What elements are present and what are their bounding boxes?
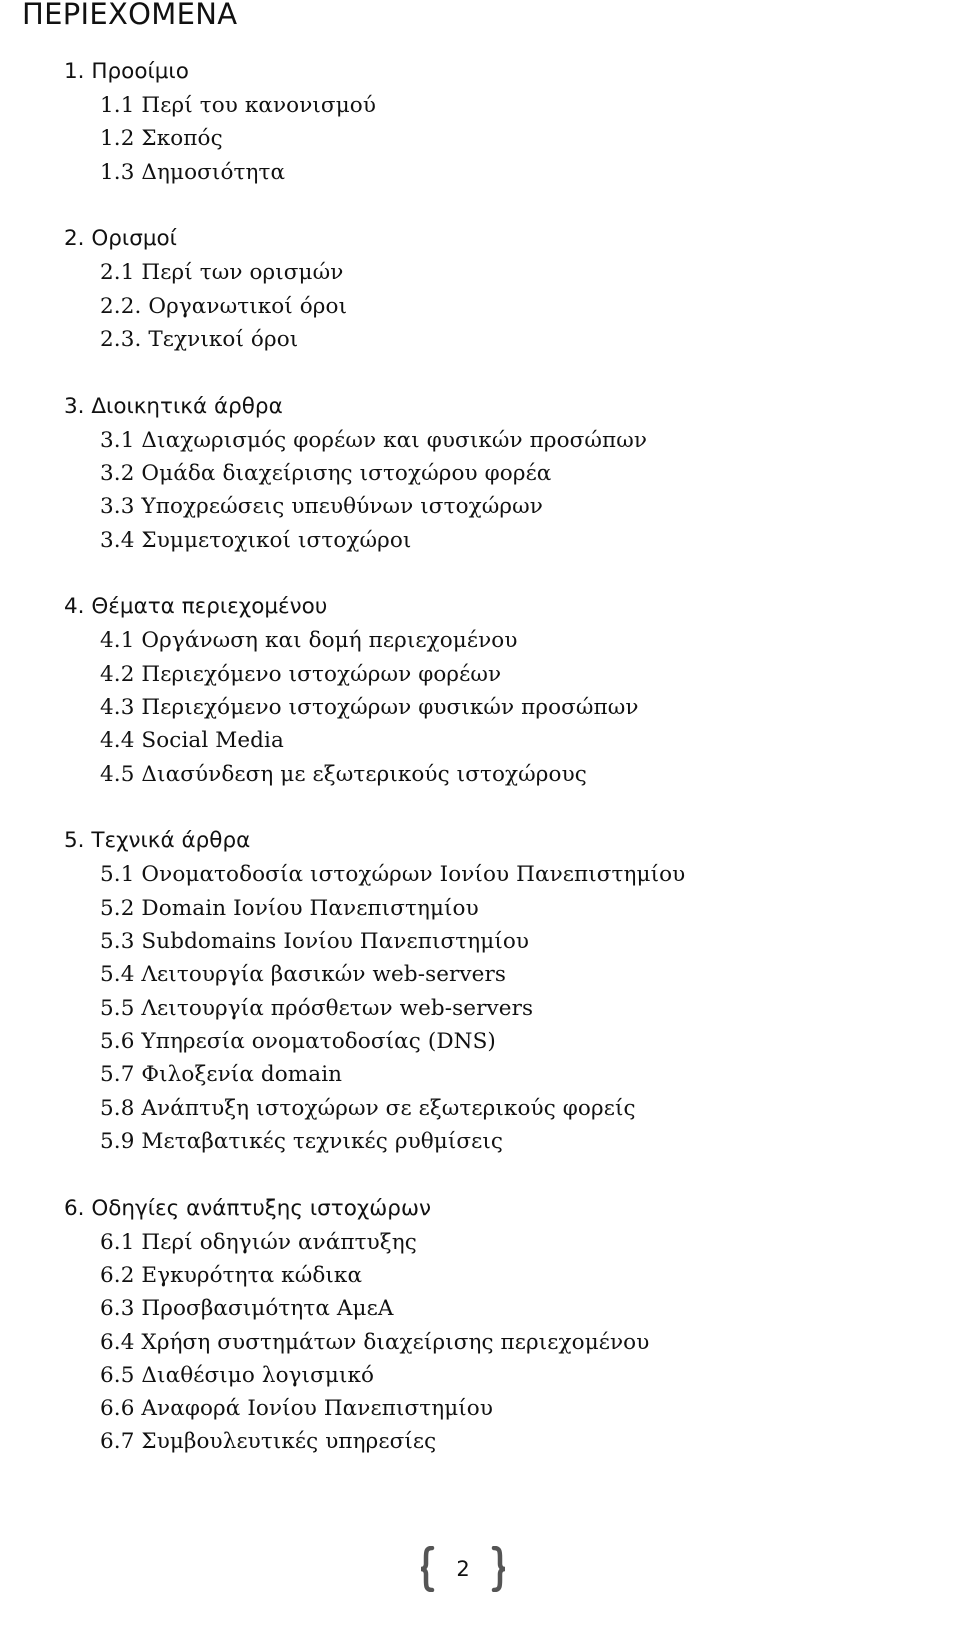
section-heading: 1. Προοίμιο — [64, 59, 189, 84]
toc-section — [64, 824, 944, 1158]
toc-entry: 3.2 Ομάδα διαχείρισης ιστοχώρου φορέα — [100, 461, 552, 487]
toc-entry: 6.2 Εγκυρότητα κώδικα — [100, 1262, 363, 1288]
toc-entry: 1.3 Δημοσιότητα — [100, 159, 286, 185]
toc-entry: 4.5 Διασύνδεση με εξωτερικούς ιστοχώρους — [100, 761, 587, 787]
toc-section — [64, 55, 944, 189]
toc-entry: 5.5 Λειτουργία πρόσθετων web-servers — [100, 995, 534, 1021]
toc-entry: 3.1 Διαχωρισμός φορέων και φυσικών προσώπων — [100, 427, 648, 453]
section-heading: 4. Θέματα περιεχομένου — [64, 594, 328, 620]
toc-entry: 1.2 Σκοπός — [100, 126, 223, 152]
section-heading: 5. Τεχνικά άρθρα — [64, 828, 251, 854]
toc-entry: 6.4 Χρήση συστημάτων διαχείρισης περιεχομένου — [100, 1329, 650, 1355]
toc-section — [64, 222, 944, 356]
section-items — [64, 89, 944, 189]
toc-entry: 2.2. Οργανωτικοί όροι — [100, 293, 348, 319]
section-items — [64, 624, 944, 790]
section-heading: 2. Ορισμοί — [64, 226, 177, 252]
toc-section — [64, 390, 944, 557]
page-number-badge — [420, 1546, 506, 1592]
toc-entry: 4.4 Social Media — [100, 728, 284, 754]
section-items — [64, 256, 944, 356]
toc-entry: 5.4 Λειτουργία βασικών web-servers — [100, 962, 506, 988]
toc-entry: 6.5 Διαθέσιμο λογισμικό — [100, 1362, 375, 1388]
toc-section — [64, 590, 944, 790]
toc-entry: 6.1 Περί οδηγιών ανάπτυξης — [100, 1229, 417, 1255]
section-items — [64, 1226, 944, 1459]
toc-section — [64, 1192, 944, 1459]
toc-entry: 1.1 Περί του κανονισμού — [100, 93, 376, 118]
toc-entry: 5.8 Ανάπτυξη ιστοχώρων σε εξωτερικούς φορείς — [100, 1095, 636, 1121]
toc-entry: 5.9 Μεταβατικές τεχνικές ρυθμίσεις — [100, 1128, 504, 1154]
toc-entry: 5.6 Υπηρεσία ονοματοδοσίας (DNS) — [100, 1028, 496, 1054]
page-number: 2 — [456, 1557, 470, 1581]
toc-entry: 2.1 Περί των ορισμών — [100, 260, 344, 286]
toc-entry: 5.1 Ονοματοδοσία ιστοχώρων Ιονίου Πανεπιστημίου — [100, 862, 686, 888]
section-items — [64, 858, 944, 1158]
toc-entry: 6.6 Αναφορά Ιονίου Πανεπιστημίου — [100, 1396, 494, 1422]
toc-entry: 3.3 Υποχρεώσεις υπευθύνων ιστοχώρων — [100, 494, 543, 520]
toc-entry: 5.7 Φιλοξενία domain — [100, 1062, 343, 1088]
toc-entry: 4.2 Περιεχόμενο ιστοχώρων φορέων — [100, 661, 502, 687]
toc-entry: 4.1 Οργάνωση και δομή περιεχομένου — [100, 628, 518, 654]
toc-entry: 2.3. Τεχνικοί όροι — [100, 326, 299, 352]
toc-entry: 6.7 Συμβουλευτικές υπηρεσίες — [100, 1429, 437, 1455]
section-heading: 3. Διοικητικά άρθρα — [64, 393, 283, 419]
toc-entry: 6.3 Προσβασιμότητα ΑμεΑ — [100, 1296, 394, 1322]
section-heading: 6. Οδηγίες ανάπτυξης ιστοχώρων — [64, 1195, 431, 1221]
toc-entry: 3.4 Συμμετοχικοί ιστοχώροι — [100, 527, 412, 553]
page-title: ΠΕΡΙΕΧΟΜΕΝΑ — [22, 0, 238, 31]
table-of-contents — [64, 55, 944, 1459]
toc-entry: 5.3 Subdomains Ιονίου Πανεπιστημίου — [100, 929, 530, 955]
section-items — [64, 424, 944, 557]
toc-entry: 5.2 Domain Ιονίου Πανεπιστημίου — [100, 895, 479, 921]
toc-entry: 4.3 Περιεχόμενο ιστοχώρων φυσικών προσώπων — [100, 695, 639, 721]
